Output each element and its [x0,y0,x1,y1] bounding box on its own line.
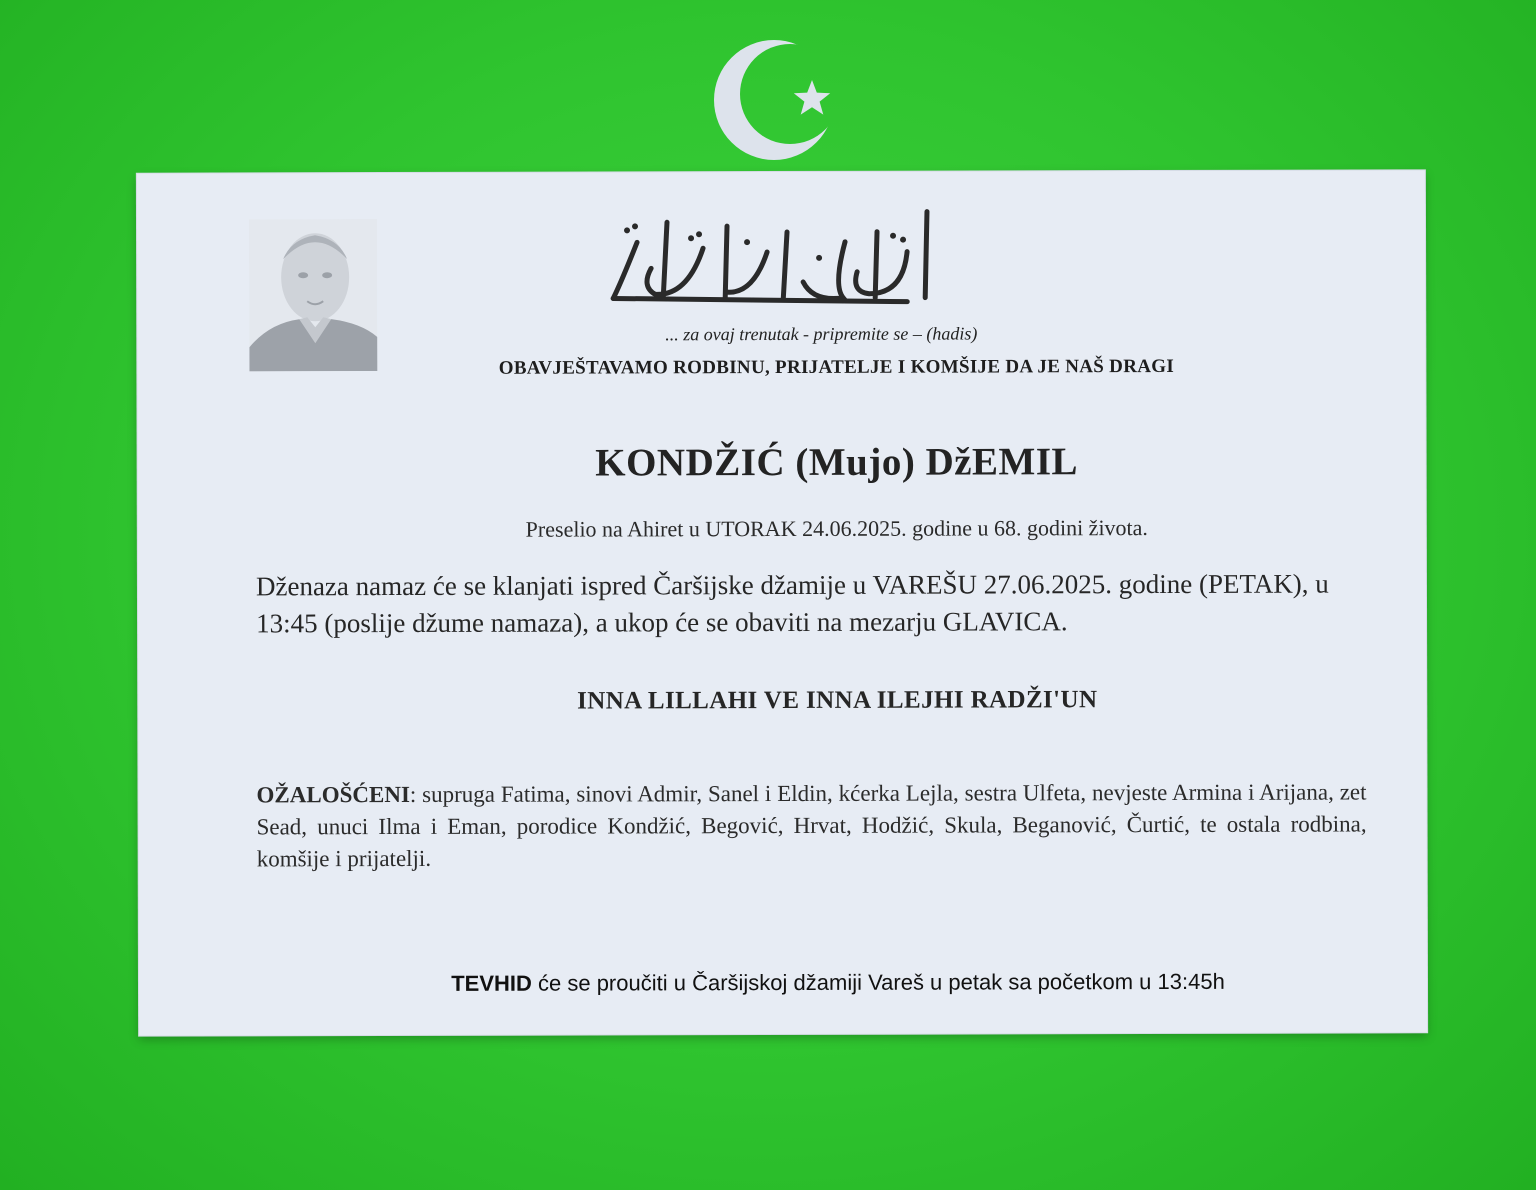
tevhid-line [139,968,1427,997]
deceased-photo [249,219,377,371]
deceased-name: KONDŽIĆ (Mujo) DžEMIL [595,440,1079,485]
mourners-paragraph [256,776,1366,875]
mourners-label: OŽALOŠĆENI [256,781,410,808]
crescent-star-icon [712,38,842,164]
arabic-calligraphy-header [607,202,947,323]
passed-away-line: Preselio na Ahiret u UTORAK 24.06.2025. godine u 68. godini života. [525,515,1148,542]
tevhid-label: TEVHID [451,970,532,996]
inna-lillahi-line: INNA LILLAHI VE INNA ILEJHI RADŽI'UN [577,686,1098,715]
obituary-sheet [137,170,1427,1035]
hadith-subtitle: ... za ovaj trenutak - pripremite se – (hadis) [665,323,978,345]
announcement-line: OBAVJEŠTAVAMO RODBINU, PRIJATELJE I KOMŠIJE DA JE NAŠ DRAGI [498,355,1175,379]
janaza-paragraph: Dženaza namaz će se klanjati ispred Čaršijske džamije u VAREŠU 27.06.2025. godine (PETAK), u 13:45 (poslije džume namaza), a ukop će se obaviti na mezarju GLAVICA. [255,568,1329,639]
tevhid-text: će se proučiti u Čaršijskoj džamiji Vareš u petak sa početkom u 13:45h [531,968,1225,996]
mourners-text: : supruga Fatima, sinovi Admir, Sanel i Eldin, kćerka Lejla, sestra Ulfeta, nevjeste Armina i Arijana, zet Sead, unuci Ilma i Eman, porodice Kondžić, Begović, Hrvat, Hodžić, Skula, Beganović, Čurtić, te ostala rodbina, komšije i prijatelji. [256,779,1367,872]
